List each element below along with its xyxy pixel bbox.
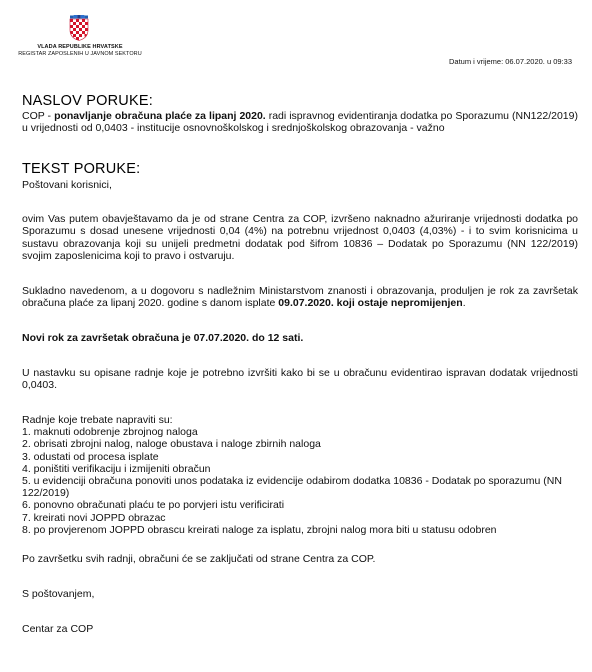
subject-text <box>22 110 578 135</box>
para2-text: Sukladno navedenom, a u dogovoru s nadležnim Ministarstvom znanosti i obrazovanja, produljen je rok za završetak obračuna plaće za lipanj 2020. godine s danom isplate <box>22 285 578 310</box>
organization-unit: REGISTAR ZAPOSLENIH U JAVNOM SEKTORU <box>18 51 142 57</box>
list-item: 6. ponovno obračunati plaću te po porvjeri istu verificirati <box>22 499 285 512</box>
signature: Centar za COP <box>22 623 94 635</box>
list-item: 5. u evidenciji obračuna ponoviti unos podataka iz evidencije odabirom dodatka 10836 - Dodatak po sporazumu (NN 122/2019) <box>22 475 562 500</box>
organization-name: VLADA REPUBLIKE HRVATSKE <box>37 44 123 50</box>
new-deadline-text: Novi rok za završetak obračuna je 07.07.2020. do 12 sati. <box>22 332 304 344</box>
subject-bold: ponavljanje obračuna plaće za lipanj 2020. <box>54 110 266 122</box>
list-item: 1. maknuti odobrenje zbrojnog naloga <box>22 426 198 439</box>
steps-list <box>22 414 578 536</box>
paragraph-instructions: U nastavku su opisane radnje koje je potrebno izvršiti kako bi se u obračunu evidentirao ispravan dodatak vrijednosti 0,0403. <box>22 367 578 392</box>
greeting: Poštovani korisnici, <box>22 179 112 191</box>
paragraph-update: ovim Vas putem obavještavamo da je od strane Centra za COP, izvršeno naknadno ažuriranje vrijednosti dodatka po Sporazumu s dosad unesene vrijednosti 0,04 (4%) na potrebnu vrijednost 0,0403 (4,03%) - i to svim korisnicima u sustavu obrazovanja koji su unijeli predmetni dodatak pod šifrom 10836 – Dodatak po Sporazumu (NN 122/2019) svojim zaposlenicima koji to pravo i ostvaruju. <box>22 213 578 263</box>
croatian-coat-of-arms-icon <box>69 15 89 41</box>
list-item: 8. po provjerenom JOPPD obrascu kreirati naloge za isplatu, zbrojni nalog mora biti u statusu odobren <box>22 523 497 536</box>
steps-intro: Radnje koje trebate napraviti su: <box>22 414 173 426</box>
message-datetime: Datum i vrijeme: 06.07.2020. u 09:33 <box>449 57 572 66</box>
paragraph-deadline-extension <box>22 285 578 310</box>
regards: S poštovanjem, <box>22 588 95 600</box>
subject-prefix: COP - <box>22 110 55 122</box>
document-header <box>0 0 592 80</box>
closing-note: Po završetku svih radnji, obračuni će se zaključati od strane Centra za COP. <box>22 553 376 565</box>
new-deadline <box>22 332 578 344</box>
message-heading: TEKST PORUKE: <box>22 161 141 177</box>
subject-heading: NASLOV PORUKE: <box>22 93 153 109</box>
subject-rest: radi ispravnog evidentiranja dodatka po Sporazumu (NN122/2019) u vrijednosti od 0,0403 - institucije osnovnoškolskog i srednjoškolskog obrazovanja - važno <box>22 110 578 135</box>
list-item: 7. kreirati novi JOPPD obrazac <box>22 511 166 524</box>
para2-bold: 09.07.2020. koji ostaje nepromijenjen <box>278 297 463 310</box>
para2-end: . <box>462 297 466 310</box>
list-item: 3. odustati od procesa isplate <box>22 450 159 463</box>
list-item: 2. obrisati zbrojni nalog, naloge obustava i naloge zbirnih naloga <box>22 438 321 451</box>
list-item: 4. poništiti verifikaciju i izmijeniti obračun <box>22 462 211 475</box>
